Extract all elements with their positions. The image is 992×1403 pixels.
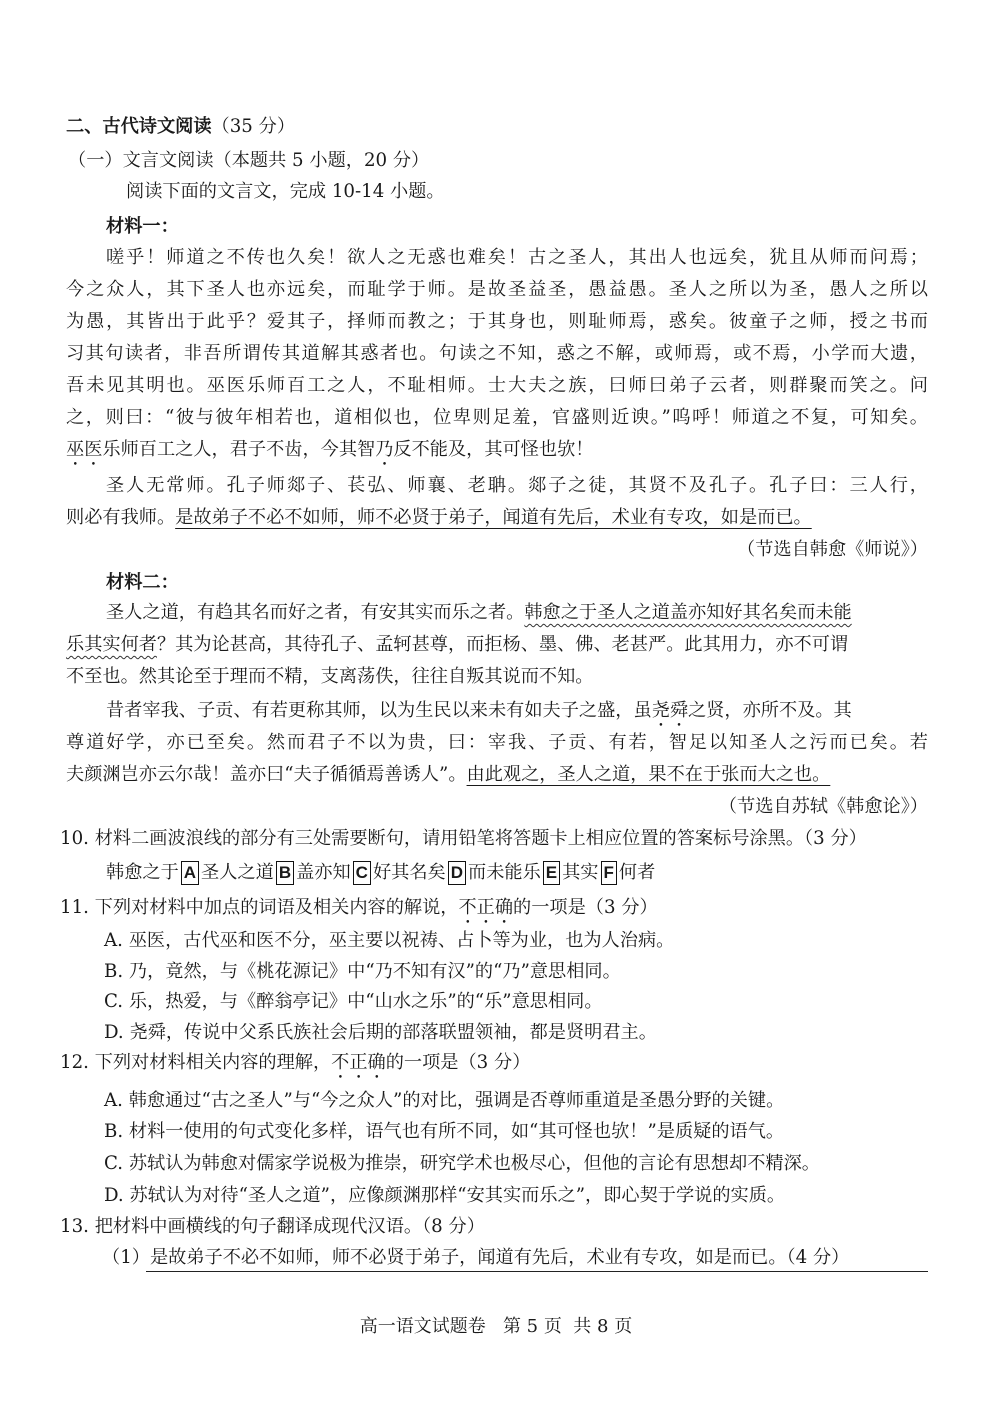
wavy-underlined-text: 乐其实何者 (66, 634, 157, 655)
section-title: 二、古代诗文阅读 (66, 116, 212, 137)
answer-marker-c[interactable]: C (353, 861, 371, 885)
material2-source: （节选自苏轼《韩愈论》） (718, 796, 928, 817)
material2-line: 不至也。然其论至于理而不精，支离荡佚，往往自叛其说而不知。 (66, 666, 594, 687)
section-heading (66, 114, 295, 140)
text-span: 12. 下列对材料相关内容的理解， (60, 1052, 332, 1073)
q13-stem: 13. 把材料中画横线的句子翻译成现代汉语。（8 分） (60, 1216, 485, 1237)
text-span: 乐师百工之人，君子不齿，今其智 (102, 439, 376, 460)
segment-text: 而未能乐 (468, 862, 541, 883)
dotted-word: 尧舜 (651, 700, 689, 721)
answer-marker-a[interactable]: A (181, 861, 199, 885)
segment-text: 其实 (562, 862, 599, 883)
q12-stem (60, 1050, 530, 1083)
page-footer: 高一语文试题卷 第 5 页 共 8 页 (359, 1316, 633, 1337)
dotted-word: 不正确 (458, 897, 514, 918)
q11-option-b: B. 乃，竟然，与《桃花源记》中“乃不知有汉”的“乃”意思相同。 (104, 961, 621, 982)
text-span: 的一项是（3 分） (385, 1052, 531, 1073)
material1-p2-line (66, 505, 812, 531)
material1-line: 习其句读者，非吾所谓传其道解其惑者也。句读之不知，惑之不解，或师焉，或不焉，小学而大遗， (66, 343, 928, 364)
footer-divider (146, 1271, 928, 1272)
q12-option-b: B. 材料一使用的句式变化多样，语气也有所不同，如“其可怪也欤！”是质疑的语气。 (104, 1121, 785, 1142)
answer-marker-e[interactable]: E (543, 861, 560, 885)
material2-line (66, 762, 830, 788)
text-span: 夫颜渊岂亦云尔哉！盖亦曰“夫子循循焉善诱人”。 (66, 764, 467, 785)
text-span: ？其为论甚高，其待孔子、孟轲甚尊，而拒杨、墨、佛、老甚严。此其用力，亦不可谓 (156, 634, 849, 655)
subsection-title: （一）文言文阅读（本题共 5 小题，20 分） (68, 150, 430, 171)
dotted-word: 巫医 (66, 439, 103, 460)
material1-p2-line: 圣人无常师。孔子师郯子、苌弘、师襄、老聃。郯子之徒，其贤不及孔子。孔子曰：三人行， (106, 475, 928, 496)
text-span: 的一项是（3 分） (513, 897, 658, 918)
answer-marker-f[interactable]: F (601, 861, 617, 885)
material1-line: 为愚，其皆出于此乎？爱其子，择师而教之；于其身也，则耻师焉，惑矣。彼童子之师，授之书而 (66, 311, 928, 332)
segment-text: 好其名矣 (372, 862, 446, 883)
q12-option-c: C. 苏轼认为韩愈对儒家学说极为推崇，研究学术也极尽心，但他的言论有思想却不精深。 (104, 1153, 820, 1174)
text-span: 之贤，亦所不及。其 (688, 700, 852, 721)
material1-source: （节选自韩愈《师说》） (737, 539, 928, 560)
material1-line: 之，则曰：“彼与彼年相若也，道相似也，位卑则足羞，官盛则近谀。”呜呼！师道之不复，可知矣。 (66, 407, 928, 428)
q11-option-d: D. 尧舜，传说中父系氏族社会后期的部落联盟领袖，都是贤明君主。 (104, 1022, 657, 1043)
underlined-sentence: 由此观之，圣人之道，果不在于张而大之也。 (466, 764, 831, 785)
material1-line: 嗟乎！师道之不传也久矣！欲人之无惑也难矣！古之圣人，其出人也远矣，犹且从师而问焉； (106, 247, 928, 268)
q10-segments (106, 860, 655, 886)
instruction: 阅读下面的文言文，完成 10-14 小题。 (126, 181, 445, 202)
material2-line (66, 632, 848, 658)
segment-text: 盖亦知 (296, 862, 351, 883)
segment-text: 韩愈之于 (106, 862, 179, 883)
q12-option-d: D. 苏轼认为对待“圣人之道”，应像颜渊那样“安其实而乐之”，即心契于学说的实质。 (104, 1185, 786, 1206)
q10-stem: 10. 材料二画波浪线的部分有三处需要断句，请用铅笔将答题卡上相应位置的答案标号涂黑。（3 分） (60, 828, 867, 849)
material2-heading: 材料二： (106, 572, 179, 593)
underlined-sentence: 是故弟子不必不如师，师不必贤于弟子，闻道有先后，术业有专攻，如是而已。 (175, 507, 812, 528)
material2-line (106, 698, 852, 731)
text-span: 圣人之道，有趋其名而好之者，有安其实而乐之者。 (106, 602, 525, 623)
section-score: （35 分） (211, 116, 296, 137)
q11-option-c: C. 乐，热爱，与《醉翁亭记》中“山水之乐”的“乐”意思相同。 (104, 991, 603, 1012)
dotted-word: 乃 (375, 439, 394, 460)
segment-text: 圣人之道 (201, 862, 274, 883)
text-span: 11. 下列对材料中加点的词语及相关内容的解说， (60, 897, 459, 918)
dotted-word: 不正确 (331, 1052, 386, 1073)
text-span: 反不能及，其可怪也欤！ (393, 439, 594, 460)
text-span: 昔者宰我、子贡、有若更称其师，以为生民以来未有如夫子之盛，虽 (106, 700, 652, 721)
text-span: 则必有我师。 (66, 507, 176, 528)
material2-line: 尊道好学，亦已至矣。然而君子不以为贵，曰：宰我、子贡、有若，智足以知圣人之污而已矣。若 (66, 732, 928, 753)
q11-option-a: A. 巫医，古代巫和医不分，巫主要以祝祷、占卜等为业，也为人治病。 (104, 930, 675, 951)
material1-heading: 材料一： (106, 216, 179, 237)
material1-line-last (66, 437, 594, 470)
material1-line: 吾未见其明也。巫医乐师百工之人，不耻相师。士大夫之族，曰师曰弟子云者，则群聚而笑之。问 (66, 375, 928, 396)
segment-text: 何者 (618, 862, 656, 883)
q11-stem (60, 895, 658, 928)
q12-option-a: A. 韩愈通过“古之圣人”与“今之众人”的对比，强调是否尊师重道是圣愚分野的关键。 (104, 1090, 785, 1111)
q13-sub1: （1）是故弟子不必不如师，师不必贤于弟子，闻道有先后，术业有专攻，如是而已。（4 分） (102, 1247, 850, 1268)
answer-marker-b[interactable]: B (276, 861, 294, 885)
answer-marker-d[interactable]: D (448, 861, 466, 885)
material2-line (106, 600, 852, 626)
wavy-underlined-text: 韩愈之于圣人之道盖亦知好其名矣而未能 (524, 602, 852, 623)
material1-line: 今之众人，其下圣人也亦远矣，而耻学于师。是故圣益圣，愚益愚。圣人之所以为圣，愚人之所以 (66, 279, 928, 300)
